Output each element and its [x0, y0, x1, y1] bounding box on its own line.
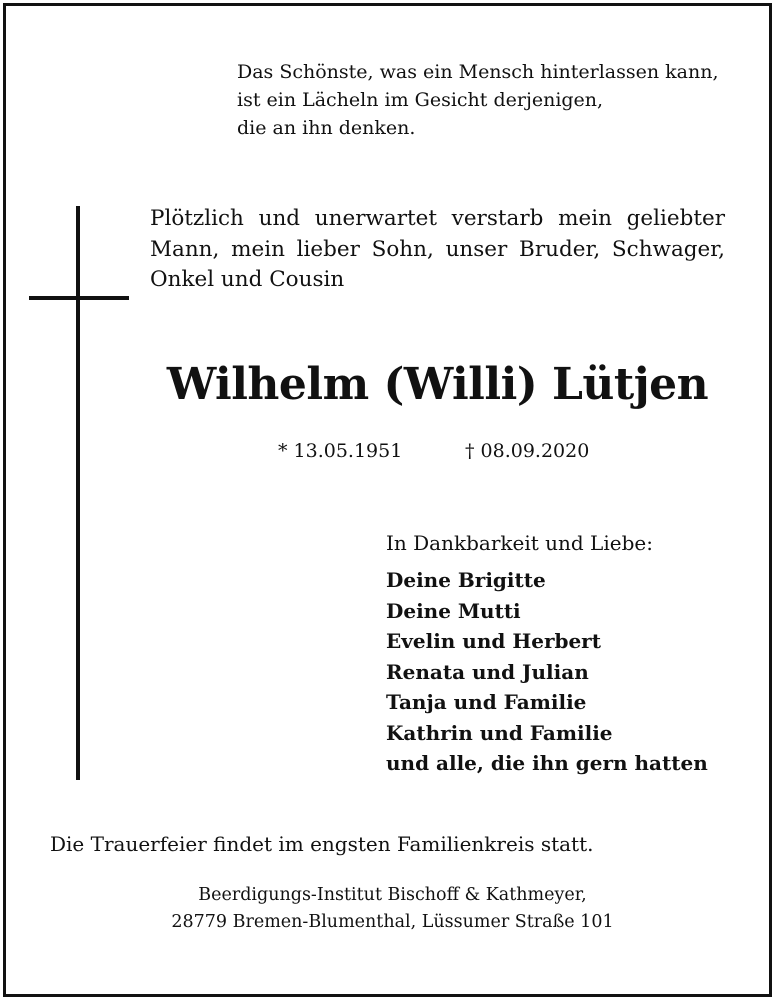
mourner-name: und alle, die ihn gern hatten	[386, 751, 708, 775]
death-date: † 08.09.2020	[465, 440, 590, 462]
intro-line: Onkel und Cousin	[150, 267, 345, 292]
death-announcement-text	[150, 204, 725, 296]
mourner-name: Evelin und Herbert	[386, 629, 601, 653]
cross-icon-horizontal-bar	[29, 296, 129, 300]
mourner-name: Deine Mutti	[386, 598, 521, 623]
mourners-list	[386, 565, 708, 779]
quote-line: die an ihn denken.	[237, 117, 416, 139]
mourner-name: Tanja und Familie	[386, 690, 587, 714]
institute-line: 28779 Bremen-Blumenthal, Lüssumer Straße 101	[171, 912, 614, 932]
memorial-quote	[237, 58, 737, 142]
mourner-name: Deine Brigitte	[386, 568, 546, 592]
quote-line: ist ein Lächeln im Gesicht derjenigen,	[237, 89, 604, 111]
deceased-name: Wilhelm (Willi) Lütjen	[166, 359, 709, 410]
funeral-institute	[0, 882, 775, 936]
intro-line: Mann, mein lieber Sohn, unser Bruder, Schwager,	[150, 236, 725, 262]
quote-line: Das Schönste, was ein Mensch hinterlassen kann,	[237, 61, 719, 83]
funeral-note: Die Trauerfeier findet im engsten Familienkreis statt.	[50, 832, 594, 856]
mourner-name: Kathrin und Familie	[386, 720, 613, 745]
mourner-name: Renata und Julian	[386, 659, 589, 684]
institute-line: Beerdigungs-Institut Bischoff & Kathmeyer,	[198, 885, 587, 905]
mourners-heading: In Dankbarkeit und Liebe:	[386, 531, 653, 555]
birth-date: * 13.05.1951	[278, 440, 403, 462]
intro-line: Plötzlich und unerwartet verstarb mein geliebter	[150, 206, 725, 231]
cross-icon-vertical-bar	[76, 206, 80, 780]
